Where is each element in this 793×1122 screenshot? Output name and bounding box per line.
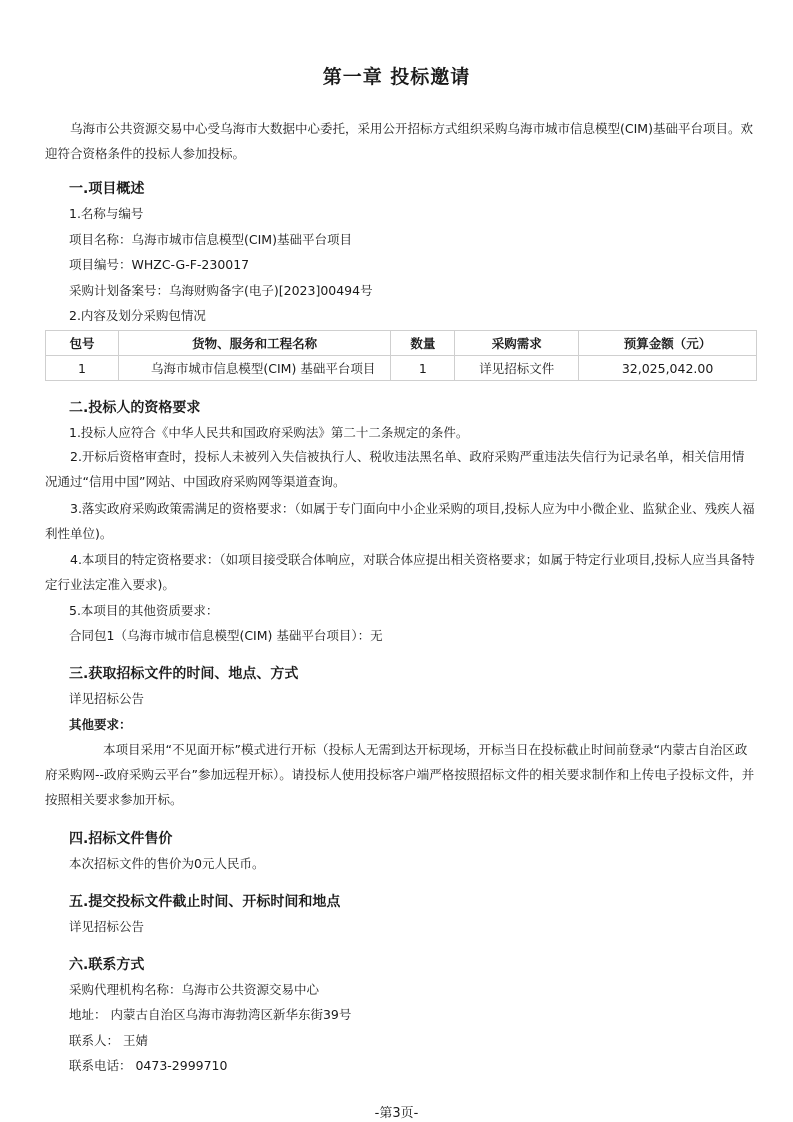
page-title: 第一章 投标邀请 [322, 66, 471, 88]
cell-package-no: 1 [46, 356, 119, 381]
col-header-requirement: 采购需求 [455, 331, 579, 356]
section-4-heading: 四.招标文件售价 [69, 831, 173, 847]
agency-address: 地址： 内蒙古自治区乌海市海勃湾区新华东街39号 [69, 1007, 352, 1022]
section-5-heading: 五.提交投标文件截止时间、开标时间和地点 [69, 894, 341, 910]
table-row [46, 356, 757, 381]
col-header-package-no: 包号 [46, 331, 119, 356]
package-1-requirement: 合同包1（乌海市城市信息模型(CIM) 基础平台项目）：无 [69, 628, 383, 643]
qualification-item-3: 3.落实政府采购政策需满足的资格要求：（如属于专门面向中小企业采购的项目,投标人应为中小微企业、监狱企业、残疾人福利性单位)。 [45, 501, 755, 541]
section-6-heading: 六.联系方式 [69, 957, 145, 973]
section-1-heading: 一.项目概述 [69, 181, 145, 197]
other-requirements-text: 本项目采用“不见面开标”模式进行开标（投标人无需到达开标现场，开标当日在投标截止时间前登录“内蒙古自治区政府采购网--政府采购云平台”参加远程开标）。请投标人使用投标客户端严格按照招标文件的相关要求制作和上传电子投标文件，并按照相关要求参加开标。 [45, 742, 755, 807]
qualification-item-4: 4.本项目的特定资格要求：（如项目接受联合体响应，对联合体应提出相关资格要求；如属于特定行业项目,投标人应当具备特定行业法定准入要求)。 [45, 552, 755, 592]
contact-phone: 联系电话： 0473-2999710 [69, 1058, 228, 1073]
project-name: 项目名称：乌海市城市信息模型(CIM)基础平台项目 [69, 232, 352, 247]
subheading-name-code: 1.名称与编号 [69, 206, 144, 221]
section-2-heading: 二.投标人的资格要求 [69, 400, 201, 416]
deadline-detail: 详见招标公告 [69, 919, 145, 934]
plan-number: 采购计划备案号：乌海财购备字(电子)[2023]00494号 [69, 283, 373, 298]
document-price: 本次招标文件的售价为0元人民币。 [69, 856, 265, 871]
qualification-item-5: 5.本项目的其他资质要求： [69, 603, 219, 618]
project-code: 项目编号：WHZC-G-F-230017 [69, 257, 250, 272]
subheading-packages: 2.内容及划分采购包情况 [69, 308, 206, 323]
table-header-row [46, 331, 757, 356]
cell-budget: 32,025,042.00 [579, 356, 757, 381]
qualification-item-1: 1.投标人应符合《中华人民共和国政府采购法》第二十二条规定的条件。 [69, 425, 469, 440]
col-header-quantity: 数量 [391, 331, 455, 356]
section-3-heading: 三.获取招标文件的时间、地点、方式 [69, 666, 299, 682]
package-table [45, 330, 757, 381]
qualification-item-2: 2.开标后资格审查时，投标人未被列入失信被执行人、税收违法黑名单、政府采购严重违法失信行为记录名单，相关信用情况通过“信用中国”网站、中国政府采购网等渠道查询。 [45, 449, 745, 489]
obtain-detail: 详见招标公告 [69, 691, 145, 706]
cell-requirement: 详见招标文件 [455, 356, 579, 381]
cell-quantity: 1 [391, 356, 455, 381]
col-header-budget: 预算金额（元） [579, 331, 757, 356]
other-requirements-label: 其他要求： [69, 717, 132, 732]
agency-name: 采购代理机构名称：乌海市公共资源交易中心 [69, 982, 320, 997]
cell-item-name: 乌海市城市信息模型(CIM) 基础平台项目 [118, 356, 391, 381]
col-header-item-name: 货物、服务和工程名称 [118, 331, 391, 356]
intro-paragraph: 乌海市公共资源交易中心受乌海市大数据中心委托，采用公开招标方式组织采购乌海市城市信息模型(CIM)基础平台项目。欢迎符合资格条件的投标人参加投标。 [45, 121, 753, 161]
contact-person: 联系人： 王婧 [69, 1033, 148, 1048]
page-number: -第3页- [374, 1106, 419, 1121]
